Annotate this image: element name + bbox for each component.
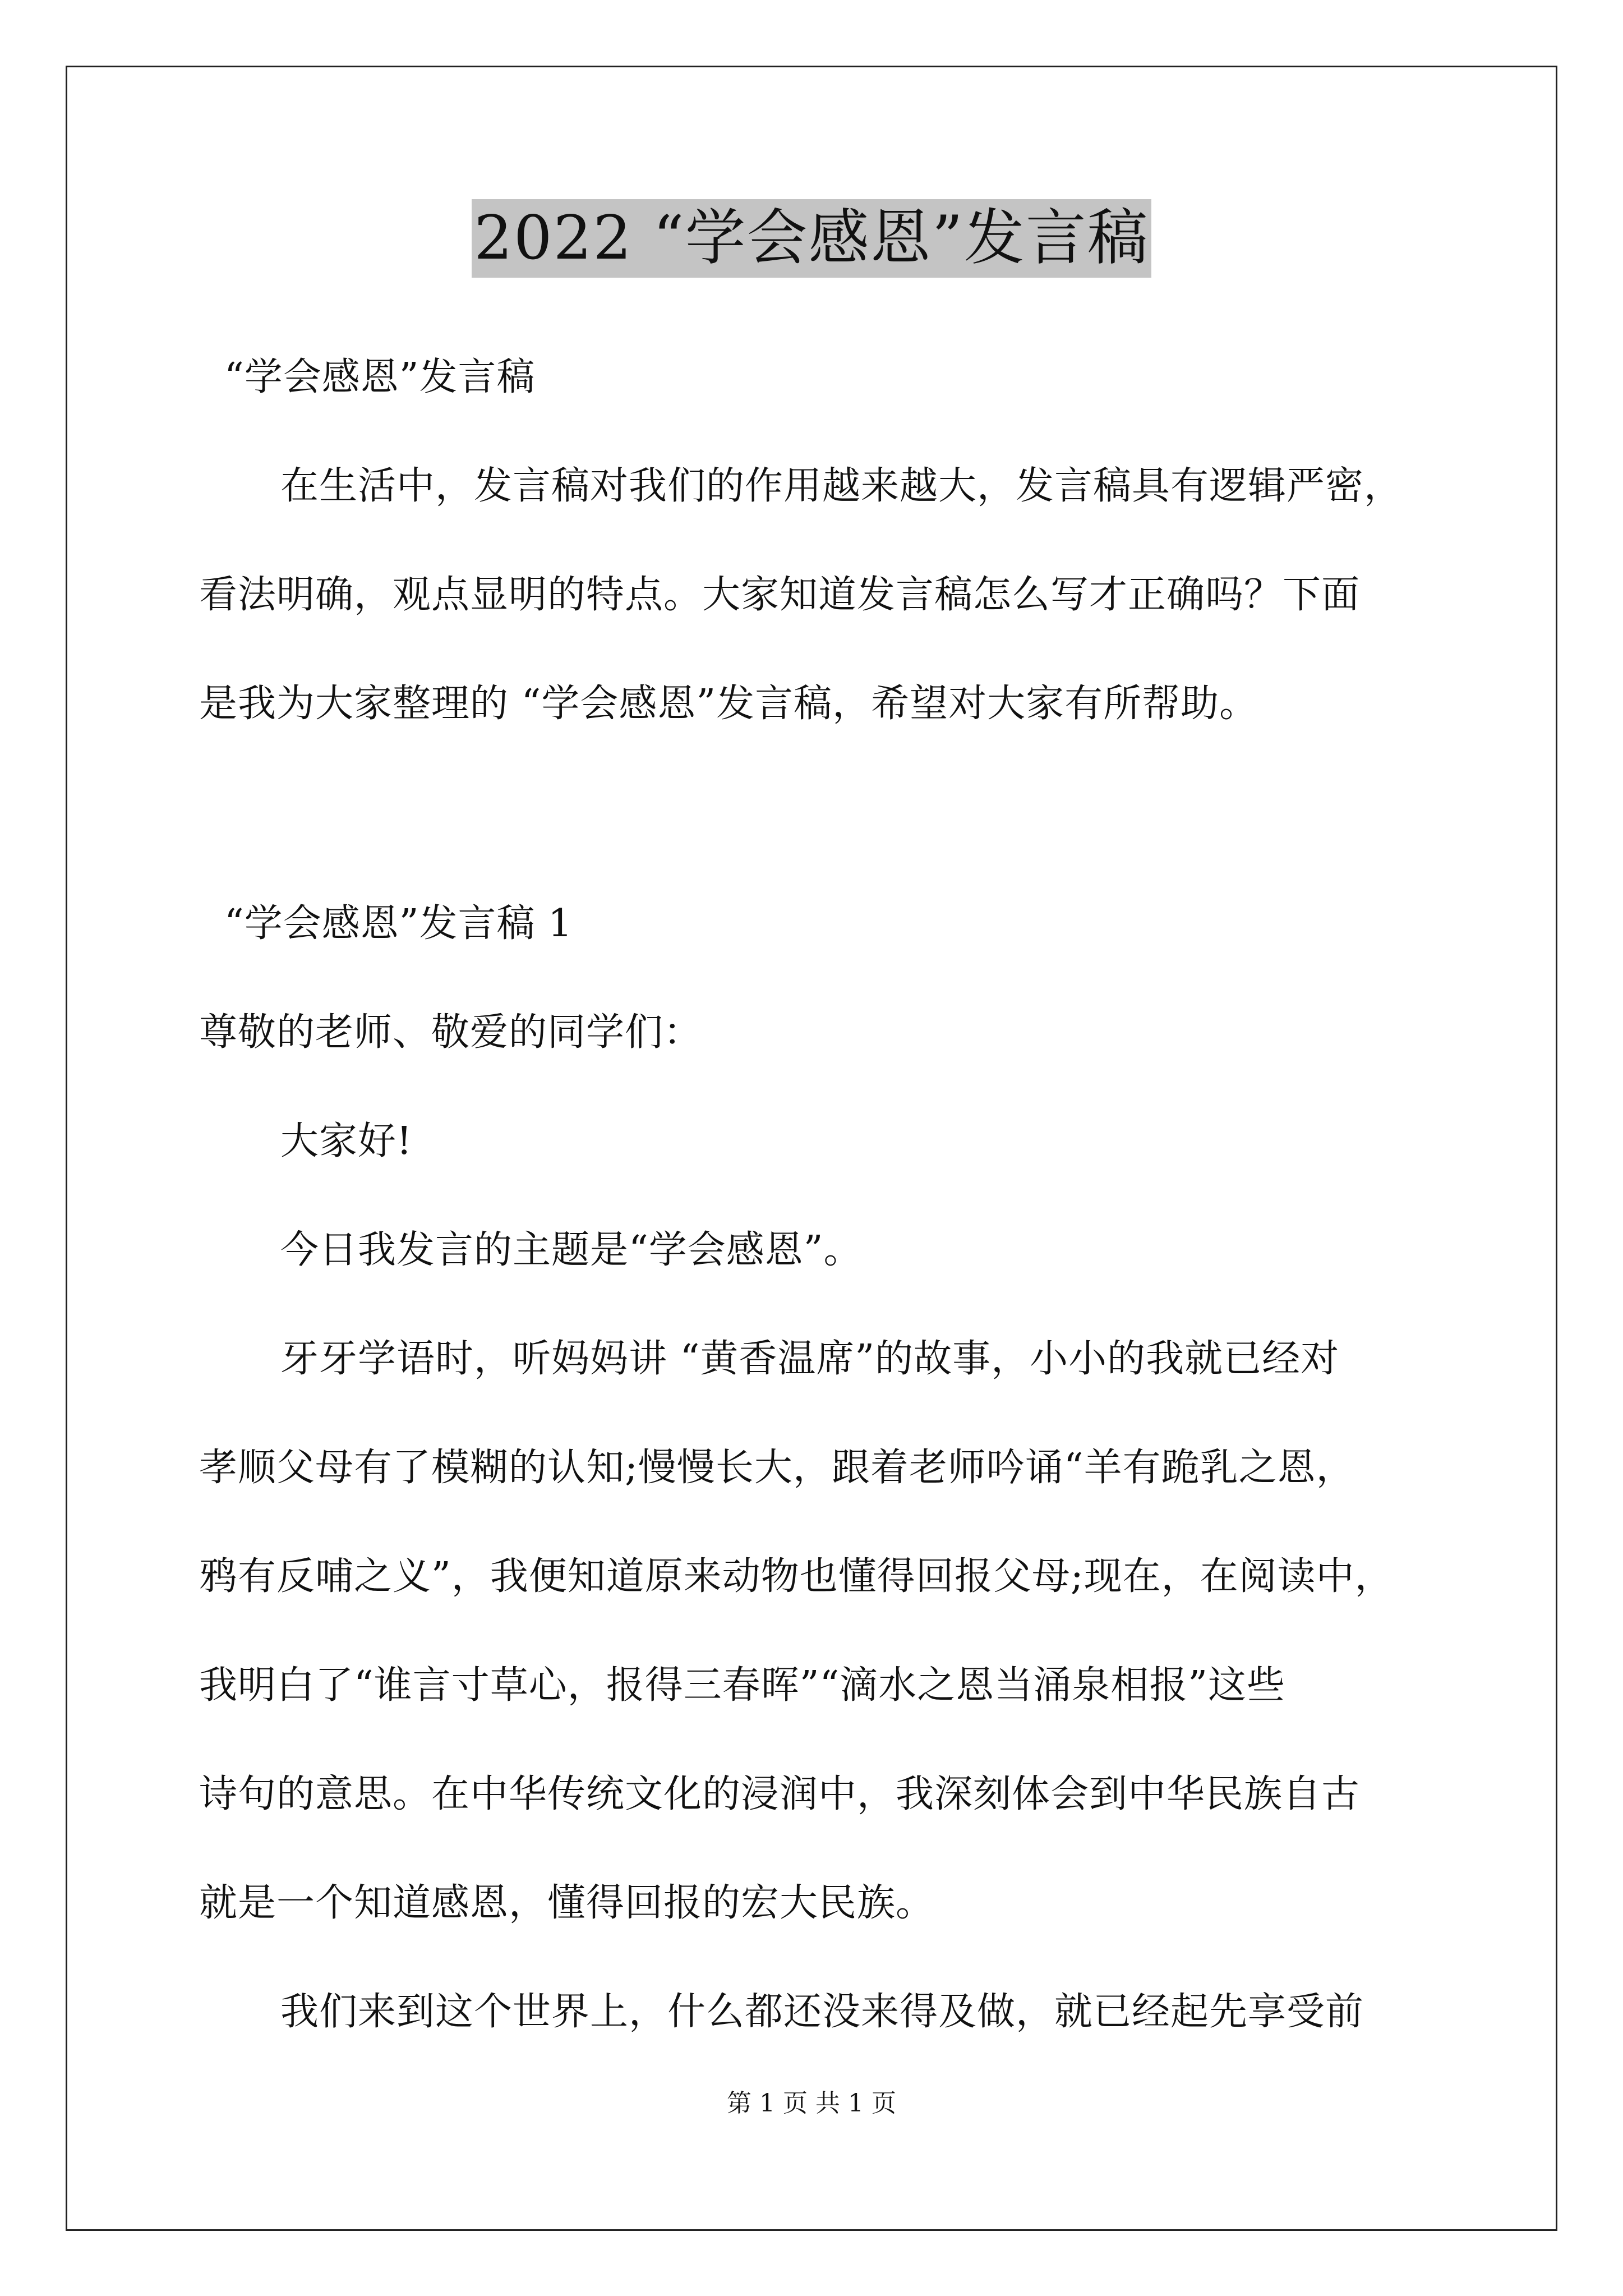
paragraph-line: 诗句的意思。在中华传统文化的浸润中，我深刻体会到中华民族自古: [199, 1772, 1361, 1816]
subtitle-line: “学会感恩”发言稿: [224, 355, 536, 399]
paragraph-line: 今日我发言的主题是“学会感恩”。: [280, 1228, 863, 1272]
paragraph-line: 就是一个知道感恩，懂得回报的宏大民族。: [199, 1881, 935, 1925]
paragraph-line: 牙牙学语时，听妈妈讲 “黄香温席”的故事，小小的我就已经对: [280, 1337, 1340, 1381]
document-title: 2022 “学会感恩”发言稿: [472, 199, 1151, 278]
paragraph-line: 在生活中，发言稿对我们的作用越来越大，发言稿具有逻辑严密，: [280, 464, 1403, 508]
paragraph-line: 看法明确，观点显明的特点。大家知道发言稿怎么写才正确吗？下面: [199, 573, 1361, 617]
greeting-line: 大家好!: [280, 1119, 413, 1163]
section-heading: “学会感恩”发言稿 1: [224, 901, 573, 946]
paragraph-line: 鸦有反哺之义”，我便知道原来动物也懂得回报父母;现在，在阅读中，: [199, 1554, 1394, 1599]
page-footer: 第 1 页 共 1 页: [727, 2089, 896, 2118]
paragraph-line: 孝顺父母有了模糊的认知;慢慢长大，跟着老师吟诵“羊有跪乳之恩，: [199, 1446, 1355, 1490]
paragraph-line: 我们来到这个世界上，什么都还没来得及做，就已经起先享受前: [280, 1990, 1364, 2034]
paragraph-line: 是我为大家整理的 “学会感恩”发言稿，希望对大家有所帮助。: [199, 682, 1258, 726]
title-container: [0, 199, 1623, 278]
salutation-line: 尊敬的老师、敬爱的同学们：: [199, 1010, 703, 1055]
paragraph-line: 我明白了“谁言寸草心，报得三春晖”“滴水之恩当涌泉相报”这些: [199, 1663, 1286, 1708]
